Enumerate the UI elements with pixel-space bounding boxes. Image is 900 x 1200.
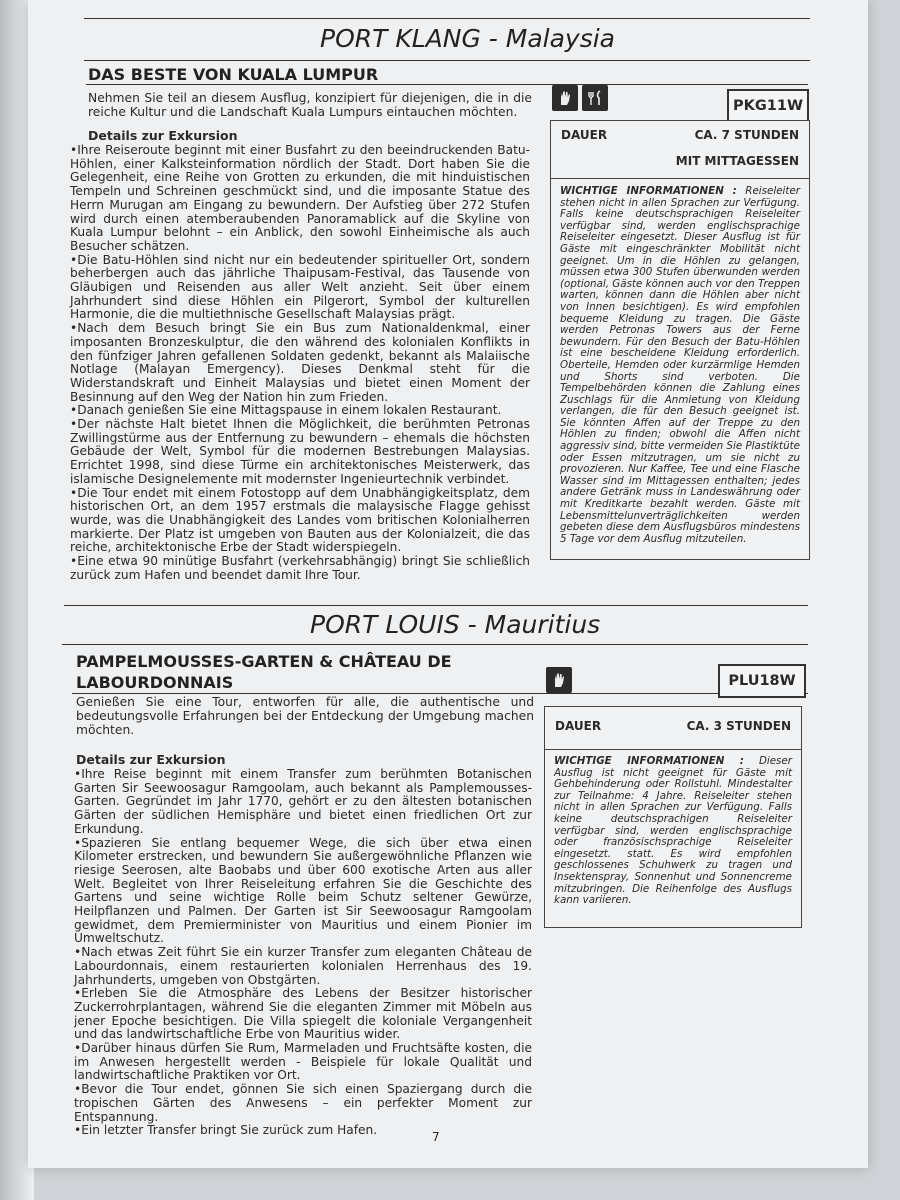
top-rule bbox=[84, 18, 810, 19]
duration-label: DAUER bbox=[561, 128, 608, 142]
important-info bbox=[554, 756, 792, 907]
title-rule bbox=[72, 693, 808, 694]
excursion-code: PKG11W bbox=[727, 89, 809, 123]
details-paragraph: •Eine etwa 90 minütige Busfahrt (verkehrsabhängig) bringt Sie schließlich zurück zum Hafen und beendet damit Ihre Tour. bbox=[70, 554, 530, 582]
duration-value: CA. 7 STUNDEN bbox=[694, 128, 799, 142]
important-info-text: Dieser Ausflug ist nicht geeignet für Gäste mit Gehbehinderung oder Rollstuhl. Mindestalter zur Teilnahme: 4 Jahre. Reiseleiter stehen nicht in allen Sprachen zur Verfügung. Falls keine deutschsprachigen Reiseleiter verfügbar sind, werden englischsprachige oder französischsprachige Reiseleiter eingesetzt. statt. Es wird empfohlen geschlossenes Schuhwerk zu tragen und Insektenspray, Sonnenhut und Sonnencreme mitzubringen. Die Reihenfolge des Ausflugs kann variieren. bbox=[554, 755, 792, 907]
port-heading-louis: PORT LOUIS - Mauritius bbox=[310, 610, 601, 639]
details-paragraph: •Nach dem Besuch bringt Sie ein Bus zum Nationaldenkmal, einer imposanten Bronzeskulptur, die den während des kolonialen Konflikts in den fünfziger Jahren gefallenen Soldaten gedenkt, bekannt als Malaiische Notlage (Malayan Emergency). Dieses Denkmal steht für die Widerstandskraft und Einheit Malaysias und bietet einen Moment der Besinnung auf den Weg der Nation hin zum Frieden. bbox=[70, 321, 530, 404]
details-paragraph: •Nach etwas Zeit führt Sie ein kurzer Transfer zum eleganten Château de Labourdonnais, einem restaurierten kolonialen Herrenhaus des 19. Jahrhunderts, umgeben von Obstgärten. bbox=[74, 945, 532, 987]
hand-icon bbox=[546, 667, 572, 693]
important-info-text: Reiseleiter stehen nicht in allen Sprachen zur Verfügung. Falls keine deutschsprachigen Reiseleiter verfügbar sind, werden englischsprachige Reiseleiter eingesetzt. Dieser Ausflug ist für Gäste mit eingeschränkter Mobilität nicht geeignet. Um in die Höhlen zu gelangen, müssen etwa 300 Stufen überwunden werden (optional, Gäste können auch vor den Treppen warten, können dann die Höhlen aber nicht von Innen besichtigen). Es wird empfohlen bequeme Kleidung zu tragen. Die Gäste werden Petronas Towers aus der Ferne bewundern. Für den Besuch der Batu-Höhlen ist eine bescheidene Kleidung erforderlich. Oberteile, Hemden oder kurzärmlige Hemden und Shorts sind verboten. Die Tempelbehörden können die Zahlung eines Zuschlags für die Anmietung von Kleidung verlangen, die für den Besuch geeignet ist. Sie könnten Affen auf der Treppe zu den Höhlen zu finden; obwohl die Affen nicht aggressiv sind, bitte vermeiden Sie Plastiktüte oder Essen mitzutragen, um sie nicht zu provozieren. Nur Kaffee, Tee und eine Flasche Wasser sind im Mittagessen enthalten; jedes andere Getränk muss in Landeswährung oder mit Kreditkarte bezahlt werden. Gäste mit Lebensmittelunverträglichkeiten werden gebeten diese dem Ausflugsbüros mindestens 5 Tage vor dem Ausflug mitzuteilen. bbox=[560, 185, 801, 545]
title-rule bbox=[86, 84, 808, 85]
excursion-intro: Nehmen Sie teil an diesem Ausflug, konzipiert für diejenigen, die in die reiche Kultur und die Landschaft Kuala Lumpurs eintauchen möchten. bbox=[88, 91, 532, 119]
info-box bbox=[544, 706, 802, 928]
meal-info: MIT MITTAGESSEN bbox=[675, 154, 799, 168]
details-paragraph: •Danach genießen Sie eine Mittagspause in einem lokalen Restaurant. bbox=[70, 403, 502, 418]
details-text bbox=[74, 768, 532, 1138]
details-paragraph: •Spazieren Sie entlang bequemer Wege, die sich über etwa einen Kilometer erstrecken, und bewundern Sie außergewöhnliche Pflanzen wie riesige Seerosen, alte Baobabs und über 600 exotische Arten aus aller Welt. Begleitet von Ihrer Reiseleitung erfahren Sie die Geschichte des Gartens und seine wichtige Rolle beim Schutz seltener Gewürze, Heilpflanzen und Palmen. Der Garten ist Sir Seewoosagur Ramgoolam gewidmet, dem Premierminister von Mauritius und einem Pionier im Umweltschutz. bbox=[74, 835, 532, 946]
details-heading: Details zur Exkursion bbox=[88, 128, 238, 143]
info-box bbox=[550, 120, 810, 560]
section-rule bbox=[64, 605, 808, 606]
duration-row bbox=[561, 128, 799, 142]
important-info-label: WICHTIGE INFORMATIONEN : bbox=[560, 185, 737, 197]
utensils-icon bbox=[582, 85, 608, 111]
duration-row bbox=[555, 719, 791, 733]
details-paragraph: •Bevor die Tour endet, gönnen Sie sich einen Spaziergang durch die tropischen Gärten des Anwesens – ein perfekter Moment zur Entspannung. bbox=[74, 1082, 532, 1124]
excursion-intro: Genießen Sie eine Tour, entworfen für alle, die authentische und bedeutungsvolle Erfahrungen bei der Entdeckung der Umgebung machen möchten. bbox=[76, 695, 534, 737]
details-paragraph: •Ihre Reise beginnt mit einem Transfer zum berühmten Botanischen Garten Sir Seewoosagur Ramgoolam, auch bekannt als Pamplemousses-Garten. Gegründet im Jahr 1770, gehört er zu den ältesten botanischen Gärten der südlichen Hemisphäre und bietet einen friedlichen Ort zur Erkundung. bbox=[74, 767, 532, 836]
excursion-code: PLU18W bbox=[718, 664, 806, 698]
page-number: 7 bbox=[432, 1130, 440, 1144]
port-rule bbox=[62, 644, 808, 645]
important-info-label: WICHTIGE INFORMATIONEN : bbox=[554, 755, 744, 767]
excursion-title: DAS BESTE VON KUALA LUMPUR bbox=[88, 65, 379, 84]
title-line: LABOURDONNAIS bbox=[76, 673, 234, 692]
port-heading-klang: PORT KLANG - Malaysia bbox=[320, 24, 615, 53]
hand-icon bbox=[552, 85, 578, 111]
title-line: PAMPELMOUSSES-GARTEN & CHÂTEAU DE bbox=[76, 652, 452, 671]
details-paragraph: •Erleben Sie die Atmosphäre des Lebens der Besitzer historischer Zuckerrohrplantagen, während Sie die eleganten Zimmer mit Möbeln aus jener Epoche besichtigen. Die Villa spiegelt die koloniale Vergangenheit und das landwirtschaftliche Erbe von Mauritius wider. bbox=[74, 986, 532, 1042]
details-paragraph: •Ein letzter Transfer bringt Sie zurück zum Hafen. bbox=[74, 1123, 378, 1138]
important-info bbox=[560, 186, 800, 545]
port-rule bbox=[84, 60, 810, 61]
duration-label: DAUER bbox=[555, 719, 602, 733]
details-paragraph: •Darüber hinaus dürfen Sie Rum, Marmeladen und Fruchtsäfte kosten, die im Anwesen hergestellt werden - Beispiele für lokale Qualität und landwirtschaftliche Praktiken vor Ort. bbox=[74, 1041, 532, 1083]
excursion-title bbox=[76, 651, 452, 693]
details-paragraph: •Die Tour endet mit einem Fotostopp auf dem Unabhängigkeitsplatz, dem historischen Ort, an dem 1957 erstmals die malaysische Flagge gehisst wurde, was die Unabhängigkeit des Landes vom britischen Kolonialherren markierte. Der Platz ist umgeben von Bauten aus der Kolonialzeit, die das reiche, architektonische Erbe der Stadt widerspiegeln. bbox=[70, 485, 530, 555]
duration-value: CA. 3 STUNDEN bbox=[686, 719, 791, 733]
details-heading: Details zur Exkursion bbox=[76, 752, 226, 767]
details-paragraph: •Die Batu-Höhlen sind nicht nur ein bedeutender spiritueller Ort, sondern beherbergen auch das jährliche Thaipusam-Festival, das Tausende von Gläubigen und Reisenden aus aller Welt anzieht. Seit über einem Jahrhundert sind diese Höhlen ein Pilgerort, Symbol der kulturellen Harmonie, die die multiethnische Gesellschaft Malaysias prägt. bbox=[70, 252, 530, 322]
details-paragraph: •Der nächste Halt bietet Ihnen die Möglichkeit, die berühmten Petronas Zwillingstürme aus der Entfernung zu bewundern – ehemals die höchsten Gebäude der Welt, Symbol für die modernen Bestrebungen Malaysias. Errichtet 1998, sind diese Türme ein architektonisches Meisterwerk, das islamische Designelemente mit modernster Ingenieurtechnik verbindet. bbox=[70, 417, 530, 486]
details-text bbox=[70, 144, 530, 583]
details-paragraph: •Ihre Reiseroute beginnt mit einer Busfahrt zu den beeindruckenden Batu-Höhlen, einer Kalksteinformation nördlich der Stadt. Dort haben Sie die Gelegenheit, eine Reihe von Grotten zu erkunden, die mit hinduistischen Tempeln und Schreinen geschmückt sind, und die imposante Statue des Herrn Murugan am Eingang zu bewundern. Der Aufstieg über 272 Stufen wird durch einen atemberaubenden Panoramablick auf die Skyline von Kuala Lumpur belohnt – ein Anblick, den sowohl Einheimische als auch Besucher schätzen. bbox=[70, 143, 530, 253]
